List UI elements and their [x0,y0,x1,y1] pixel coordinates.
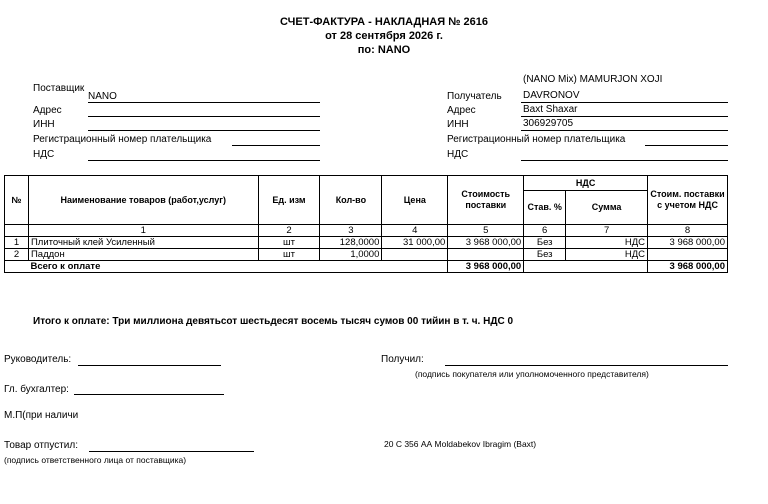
row-unit: шт [258,237,320,249]
released-label: Товар отпустил: [4,440,78,451]
row-num: 1 [5,237,29,249]
table-row [5,249,728,261]
total-nds-empty [524,261,648,273]
col-number: 8 [648,225,728,237]
th-rate: Став. % [524,191,566,225]
row-qty: 1,0000 [320,249,382,261]
row-price [382,249,448,261]
document-basis: по: NANO [357,44,411,56]
released-note: (подпись ответственного лица от поставщика) [4,455,187,465]
row-name: Паддон [28,249,258,261]
col-number: 3 [320,225,382,237]
row-sum: НДС [566,237,648,249]
column-number-row [5,225,728,237]
document-date: от 28 сентября 2026 г. [325,30,443,42]
row-total [648,249,728,261]
col-number: 1 [28,225,258,237]
supplier-reg-label: Регистрационный номер плательщика [33,134,212,145]
supplier-value: NANO [88,91,117,102]
receiver-inn-label: ИНН [447,119,469,130]
total-in-words: Итого к оплате: Три миллиона девятьсот шестьдесят восемь тысяч сумов 00 тийин в т. ч. НДС 0 [33,316,514,327]
th-unit: Ед. изм [258,176,320,225]
th-qty: Кол-во [320,176,382,225]
th-total-cost: Стоим. поставки с учетом НДС [648,176,728,225]
total-cost: 3 968 000,00 [448,261,524,273]
supplier-reg-line [232,145,320,146]
total-with-nds: 3 968 000,00 [648,261,728,273]
th-price: Цена [382,176,448,225]
row-cost: 3 968 000,00 [448,237,524,249]
col-number: 2 [258,225,320,237]
supplier-underline [88,102,320,103]
supplier-nds-line [88,160,320,161]
receiver-reg-line [645,145,728,146]
total-label: Всего к оплате [28,261,447,273]
row-total: 3 968 000,00 [648,237,728,249]
released-signature-line [89,451,254,452]
receiver-inn-line [521,130,728,131]
receiver-inn-value: 306929705 [523,118,574,129]
received-label: Получил: [381,354,424,365]
receiver-nds-line [521,160,728,161]
row-qty: 128,0000 [320,237,382,249]
th-nds: НДС [524,176,648,191]
receiver-underline [521,102,728,103]
col-number: 5 [448,225,524,237]
col-number: 6 [524,225,566,237]
th-sum: Сумма [566,191,648,225]
row-num: 2 [5,249,29,261]
receiver-nds-label: НДС [447,149,469,160]
total-row [5,261,728,273]
supplier-inn-line [88,130,320,131]
th-cost: Стоимость поставки [448,176,524,225]
director-signature-line [78,365,221,366]
accountant-label: Гл. бухгалтер: [4,384,69,395]
stamp-label: М.П(при наличи [4,410,79,421]
col-number: 4 [382,225,448,237]
receiver-address-value: Baxt Shaxar [523,104,578,115]
supplier-inn-label: ИНН [33,119,55,130]
document-title: СЧЕТ-ФАКТУРА - НАКЛАДНАЯ № 2616 [280,16,488,28]
col-number [5,225,29,237]
row-name: Плиточный клей Усиленный [28,237,258,249]
th-num: № [5,176,29,225]
received-note: (подпись покупателя или уполномоченного представителя) [415,369,649,379]
th-name: Наименование товаров (работ,услуг) [28,176,258,225]
col-number: 7 [566,225,648,237]
receiver-value-line1: (NANO Mix) MAMURJON XOJI [523,74,663,85]
accountant-signature-line [74,394,224,395]
receiver-value-line2: DAVRONOV [523,90,580,101]
receiver-address-line [521,116,728,117]
receiver-reg-label: Регистрационный номер плательщика [447,134,626,145]
receiver-label: Получатель [447,91,502,102]
supplier-label: Поставщик [33,83,85,94]
row-sum: НДС [566,249,648,261]
supplier-nds-label: НДС [33,149,55,160]
director-label: Руководитель: [4,354,72,365]
agent-info: 20 С 356 АА Moldabekov Ibragim (Baxt) [384,439,537,449]
row-rate: Без [524,237,566,249]
row-rate: Без [524,249,566,261]
table-row [5,237,728,249]
total-spacer [5,261,29,273]
items-table [4,175,728,273]
row-price: 31 000,00 [382,237,448,249]
row-cost [448,249,524,261]
received-signature-line [445,365,728,366]
supplier-address-line [88,116,320,117]
row-unit: шт [258,249,320,261]
receiver-address-label: Адрес [447,105,476,116]
supplier-address-label: Адрес [33,105,62,116]
